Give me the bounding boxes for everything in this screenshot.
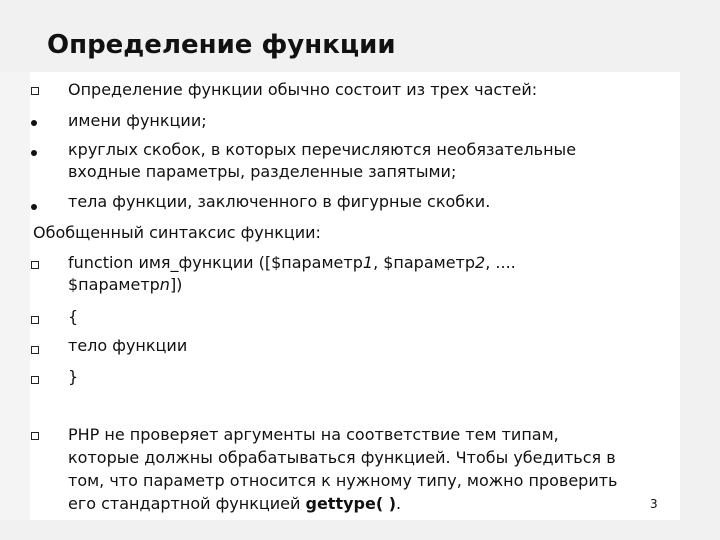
- note-line1: PHP не проверяет аргументы на соответствие тем типам,: [68, 425, 559, 444]
- part-parens-line2: входные параметры, разделенные запятыми;: [68, 162, 457, 181]
- square-bullet-icon: [31, 346, 39, 354]
- square-bullet-icon: [31, 316, 39, 324]
- part-body: тела функции, заключенного в фигурные скобки.: [68, 192, 491, 211]
- note-text: его стандартной функцией: [68, 494, 306, 513]
- right-margin-band: [680, 72, 720, 540]
- syntax-open-brace: {: [68, 307, 79, 326]
- syntax-text: function имя_функции ([$параметр: [68, 253, 363, 272]
- left-margin-band: [0, 72, 30, 520]
- param-index: 1: [362, 253, 374, 272]
- square-bullet-icon: [31, 87, 39, 95]
- note-line3: том, что параметр относится к нужному типу, можно проверить: [68, 471, 618, 490]
- syntax-signature-line2: [68, 274, 678, 296]
- note-line4: [68, 493, 678, 515]
- dot-bullet-icon: [31, 150, 37, 156]
- param-index: n: [159, 275, 170, 294]
- syntax-text: $параметр: [68, 275, 160, 294]
- square-bullet-icon: [31, 261, 39, 269]
- syntax-text: , ....: [485, 253, 516, 272]
- syntax-close-brace: }: [68, 367, 79, 386]
- page-number: 3: [650, 497, 658, 511]
- part-parens-line1: круглых скобок, в которых перечисляются необязательные: [68, 140, 577, 159]
- syntax-body: тело функции: [68, 336, 188, 355]
- dot-bullet-icon: [31, 204, 37, 210]
- page-title: Определение функции: [47, 30, 396, 60]
- square-bullet-icon: [31, 376, 39, 384]
- dot-bullet-icon: [31, 120, 37, 126]
- syntax-text: ]): [169, 275, 183, 294]
- syntax-signature-line1: [68, 252, 678, 274]
- part-name: имени функции;: [68, 111, 207, 130]
- note-line2: которые должны обрабатываться функцией. Чтобы убедиться в: [68, 448, 616, 467]
- square-bullet-icon: [31, 432, 39, 440]
- param-index: 2: [475, 253, 486, 272]
- intro-text: Определение функции обычно состоит из трех частей:: [68, 80, 538, 99]
- note-text: .: [396, 494, 402, 513]
- syntax-heading: Обобщенный синтаксис функции:: [33, 223, 321, 242]
- gettype-code: gettype( ): [305, 494, 397, 513]
- bottom-margin-band: [0, 520, 720, 540]
- syntax-text: , $параметр: [373, 253, 476, 272]
